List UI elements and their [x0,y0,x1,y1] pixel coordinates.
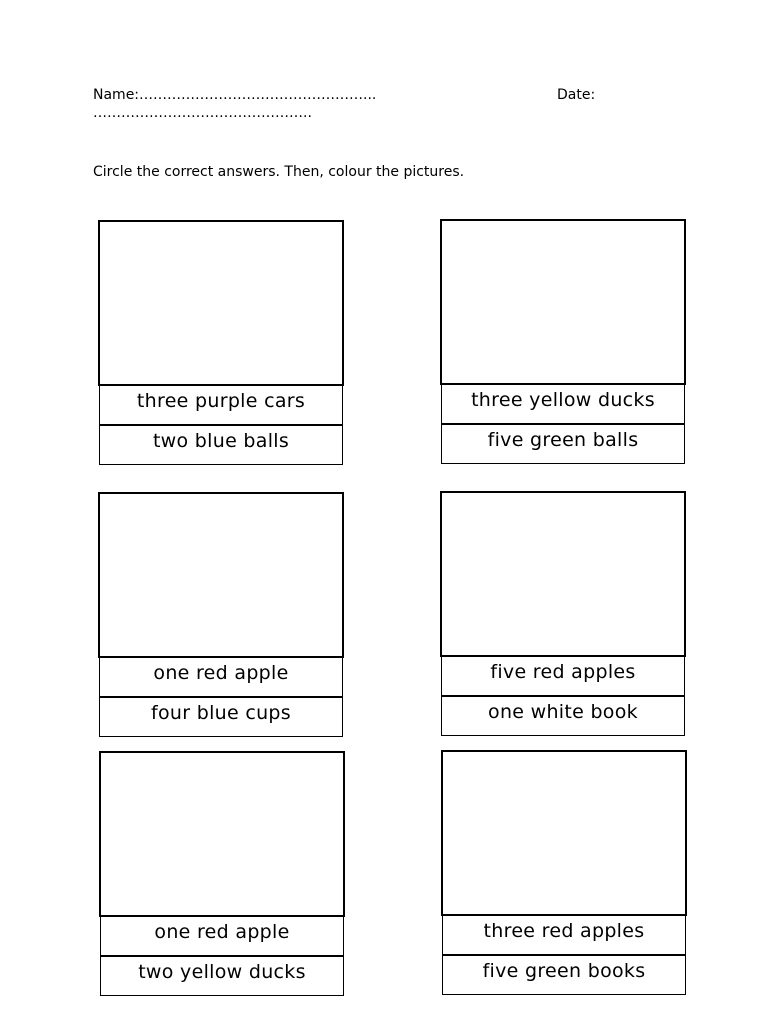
picture-box [441,750,687,916]
answer-option[interactable]: two yellow ducks [100,956,344,996]
date-field-label: Date: [557,87,596,103]
picture-box [98,220,344,386]
exercise-card-1 [98,220,344,465]
answer-option[interactable]: four blue cups [99,697,343,737]
date-field-dots: ……………………………………….. [93,105,312,121]
answer-option[interactable]: five red apples [441,657,685,696]
answer-option[interactable]: one red apple [99,658,343,697]
exercise-card-4 [440,491,686,736]
exercise-card-5 [99,751,345,996]
answer-option[interactable]: five green books [442,955,686,995]
name-field-label: Name:…………………………………………... [93,87,377,103]
answer-option[interactable]: three yellow ducks [441,385,685,424]
picture-box [99,751,345,917]
instructions-text: Circle the correct answers. Then, colour the pictures. [93,164,465,180]
picture-box [98,492,344,658]
answer-option[interactable]: two blue balls [99,425,343,465]
picture-box [440,219,686,385]
exercise-card-3 [98,492,344,737]
exercise-card-6 [441,750,687,995]
answer-option[interactable]: one white book [441,696,685,736]
answer-option[interactable]: three red apples [442,916,686,955]
exercise-card-2 [440,219,686,464]
answer-option[interactable]: three purple cars [99,386,343,425]
picture-box [440,491,686,657]
answer-option[interactable]: one red apple [100,917,344,956]
answer-option[interactable]: five green balls [441,424,685,464]
